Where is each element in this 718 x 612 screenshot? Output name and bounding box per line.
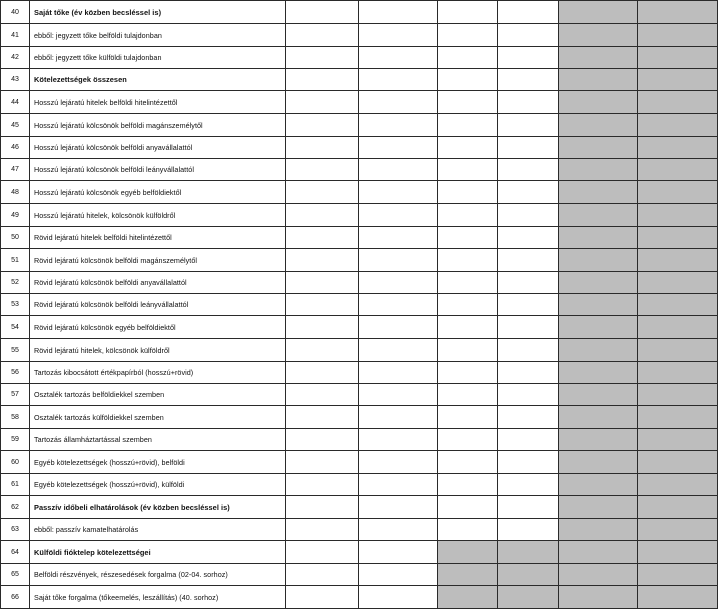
row-label: Osztalék tartozás belföldiekkel szemben	[30, 384, 286, 406]
table-row	[1, 384, 718, 406]
row-number: 44	[1, 91, 30, 114]
row-label: Kötelezettségek összesen	[30, 69, 286, 91]
value-cell[interactable]	[359, 137, 438, 159]
disabled-cell	[638, 316, 718, 339]
row-number: 65	[1, 564, 30, 586]
table-row	[1, 137, 718, 159]
value-cell[interactable]	[498, 272, 559, 294]
value-cell[interactable]	[498, 474, 559, 496]
row-label: Hosszú lejáratú kölcsönök belföldi magánszemélytől	[30, 114, 286, 137]
value-cell[interactable]	[498, 384, 559, 406]
value-cell[interactable]	[286, 339, 359, 362]
disabled-cell	[638, 227, 718, 249]
value-cell[interactable]	[286, 137, 359, 159]
table-row	[1, 541, 718, 564]
value-cell[interactable]	[498, 137, 559, 159]
value-cell[interactable]	[359, 227, 438, 249]
disabled-cell	[638, 1, 718, 24]
table-row	[1, 1, 718, 24]
value-cell[interactable]	[438, 496, 498, 519]
value-cell[interactable]	[359, 316, 438, 339]
value-cell[interactable]	[286, 519, 359, 541]
value-cell[interactable]	[498, 227, 559, 249]
value-cell[interactable]	[438, 159, 498, 181]
value-cell[interactable]	[438, 227, 498, 249]
value-cell[interactable]	[498, 339, 559, 362]
value-cell[interactable]	[498, 114, 559, 137]
disabled-cell	[638, 159, 718, 181]
value-cell[interactable]	[438, 69, 498, 91]
value-cell[interactable]	[359, 496, 438, 519]
disabled-cell	[498, 586, 559, 609]
value-cell[interactable]	[359, 474, 438, 496]
value-cell[interactable]	[498, 496, 559, 519]
table-row	[1, 519, 718, 541]
row-number: 60	[1, 451, 30, 474]
row-number: 41	[1, 24, 30, 47]
value-cell[interactable]	[286, 474, 359, 496]
table-row	[1, 474, 718, 496]
value-cell[interactable]	[438, 362, 498, 384]
disabled-cell	[638, 137, 718, 159]
row-number: 53	[1, 294, 30, 316]
row-label: Passzív időbeli elhatárolások (év közben becsléssel is)	[30, 496, 286, 519]
table-row	[1, 406, 718, 429]
value-cell[interactable]	[286, 249, 359, 272]
table-row	[1, 91, 718, 114]
value-cell[interactable]	[359, 564, 438, 586]
table-row	[1, 294, 718, 316]
disabled-cell	[559, 91, 638, 114]
disabled-cell	[638, 429, 718, 451]
table-row	[1, 362, 718, 384]
disabled-cell	[638, 541, 718, 564]
value-cell[interactable]	[359, 249, 438, 272]
disabled-cell	[559, 496, 638, 519]
disabled-cell	[559, 272, 638, 294]
value-cell[interactable]	[498, 362, 559, 384]
value-cell[interactable]	[498, 204, 559, 227]
disabled-cell	[559, 69, 638, 91]
row-label: Tartozás kibocsátott értékpapírból (hosszú+rövid)	[30, 362, 286, 384]
value-cell[interactable]	[359, 181, 438, 204]
value-cell[interactable]	[498, 316, 559, 339]
disabled-cell	[638, 451, 718, 474]
value-cell[interactable]	[286, 272, 359, 294]
value-cell[interactable]	[359, 47, 438, 69]
row-number: 50	[1, 227, 30, 249]
value-cell[interactable]	[498, 69, 559, 91]
value-cell[interactable]	[359, 24, 438, 47]
value-cell[interactable]	[438, 114, 498, 137]
value-cell[interactable]	[498, 294, 559, 316]
disabled-cell	[638, 362, 718, 384]
row-label: ebből: jegyzett tőke külföldi tulajdonban	[30, 47, 286, 69]
value-cell[interactable]	[359, 91, 438, 114]
value-cell[interactable]	[286, 586, 359, 609]
value-cell[interactable]	[438, 316, 498, 339]
disabled-cell	[638, 69, 718, 91]
value-cell[interactable]	[498, 451, 559, 474]
disabled-cell	[438, 586, 498, 609]
value-cell[interactable]	[438, 474, 498, 496]
value-cell[interactable]	[359, 519, 438, 541]
value-cell[interactable]	[286, 294, 359, 316]
row-number: 51	[1, 249, 30, 272]
row-label: Rövid lejáratú kölcsönök belföldi anyavállalattól	[30, 272, 286, 294]
value-cell[interactable]	[438, 204, 498, 227]
row-label: Belföldi részvények, részesedések forgalma (02-04. sorhoz)	[30, 564, 286, 586]
disabled-cell	[638, 204, 718, 227]
row-number: 56	[1, 362, 30, 384]
value-cell[interactable]	[286, 541, 359, 564]
value-cell[interactable]	[286, 227, 359, 249]
row-label: Hosszú lejáratú kölcsönök belföldi leányvállalattól	[30, 159, 286, 181]
table-row	[1, 159, 718, 181]
disabled-cell	[559, 406, 638, 429]
disabled-cell	[638, 496, 718, 519]
row-label: Hosszú lejáratú kölcsönök belföldi anyavállalattól	[30, 137, 286, 159]
value-cell[interactable]	[438, 451, 498, 474]
row-number: 62	[1, 496, 30, 519]
value-cell[interactable]	[286, 1, 359, 24]
value-cell[interactable]	[438, 339, 498, 362]
table-row	[1, 272, 718, 294]
row-number: 64	[1, 541, 30, 564]
disabled-cell	[638, 91, 718, 114]
row-label: ebből: passzív kamatelhatárolás	[30, 519, 286, 541]
disabled-cell	[559, 181, 638, 204]
value-cell[interactable]	[286, 406, 359, 429]
table-row	[1, 339, 718, 362]
disabled-cell	[638, 47, 718, 69]
value-cell[interactable]	[286, 564, 359, 586]
value-cell[interactable]	[498, 249, 559, 272]
disabled-cell	[559, 204, 638, 227]
row-label: Rövid lejáratú hitelek, kölcsönök külföldről	[30, 339, 286, 362]
value-cell[interactable]	[438, 1, 498, 24]
disabled-cell	[559, 227, 638, 249]
disabled-cell	[559, 47, 638, 69]
value-cell[interactable]	[286, 451, 359, 474]
value-cell[interactable]	[359, 339, 438, 362]
disabled-cell	[559, 362, 638, 384]
value-cell[interactable]	[498, 47, 559, 69]
disabled-cell	[638, 339, 718, 362]
disabled-cell	[559, 429, 638, 451]
disabled-cell	[638, 384, 718, 406]
row-number: 66	[1, 586, 30, 609]
disabled-cell	[559, 519, 638, 541]
disabled-cell	[559, 24, 638, 47]
disabled-cell	[638, 519, 718, 541]
value-cell[interactable]	[286, 91, 359, 114]
row-label: Rövid lejáratú kölcsönök belföldi magánszemélytől	[30, 249, 286, 272]
table-row	[1, 227, 718, 249]
row-number: 48	[1, 181, 30, 204]
value-cell[interactable]	[498, 429, 559, 451]
value-cell[interactable]	[286, 496, 359, 519]
value-cell[interactable]	[359, 159, 438, 181]
table-row	[1, 249, 718, 272]
disabled-cell	[638, 114, 718, 137]
row-number: 63	[1, 519, 30, 541]
disabled-cell	[638, 564, 718, 586]
disabled-cell	[559, 339, 638, 362]
row-number: 47	[1, 159, 30, 181]
value-cell[interactable]	[359, 451, 438, 474]
value-cell[interactable]	[359, 69, 438, 91]
value-cell[interactable]	[438, 384, 498, 406]
disabled-cell	[638, 586, 718, 609]
row-number: 58	[1, 406, 30, 429]
value-cell[interactable]	[438, 181, 498, 204]
row-number: 46	[1, 137, 30, 159]
value-cell[interactable]	[359, 294, 438, 316]
table-row	[1, 181, 718, 204]
row-label: Tartozás államháztartással szemben	[30, 429, 286, 451]
row-label: Rövid lejáratú hitelek belföldi hitelintézettől	[30, 227, 286, 249]
value-cell[interactable]	[359, 586, 438, 609]
row-label: Egyéb kötelezettségek (hosszú+rövid), külföldi	[30, 474, 286, 496]
value-cell[interactable]	[438, 429, 498, 451]
row-label: Hosszú lejáratú hitelek, kölcsönök külföldről	[30, 204, 286, 227]
value-cell[interactable]	[498, 24, 559, 47]
disabled-cell	[559, 586, 638, 609]
value-cell[interactable]	[286, 316, 359, 339]
disabled-cell	[438, 541, 498, 564]
value-cell[interactable]	[438, 519, 498, 541]
value-cell[interactable]	[359, 362, 438, 384]
value-cell[interactable]	[359, 204, 438, 227]
value-cell[interactable]	[286, 204, 359, 227]
row-number: 40	[1, 1, 30, 24]
row-label: Saját tőke (év közben becsléssel is)	[30, 1, 286, 24]
disabled-cell	[559, 114, 638, 137]
row-label: Hosszú lejáratú kölcsönök egyéb belföldiektől	[30, 181, 286, 204]
table-row	[1, 496, 718, 519]
value-cell[interactable]	[438, 137, 498, 159]
disabled-cell	[559, 1, 638, 24]
value-cell[interactable]	[359, 406, 438, 429]
disabled-cell	[498, 564, 559, 586]
value-cell[interactable]	[359, 384, 438, 406]
row-number: 42	[1, 47, 30, 69]
disabled-cell	[559, 249, 638, 272]
row-label: Külföldi fióktelep kötelezettségei	[30, 541, 286, 564]
table-row	[1, 47, 718, 69]
value-cell[interactable]	[359, 1, 438, 24]
disabled-cell	[559, 294, 638, 316]
value-cell[interactable]	[438, 47, 498, 69]
row-label: Egyéb kötelezettségek (hosszú+rövid), belföldi	[30, 451, 286, 474]
value-cell[interactable]	[286, 47, 359, 69]
row-number: 57	[1, 384, 30, 406]
value-cell[interactable]	[359, 429, 438, 451]
value-cell[interactable]	[498, 181, 559, 204]
row-label: Hosszú lejáratú hitelek belföldi hitelintézettől	[30, 91, 286, 114]
disabled-cell	[559, 137, 638, 159]
disabled-cell	[498, 541, 559, 564]
row-label: Rövid lejáratú kölcsönök egyéb belföldiektől	[30, 316, 286, 339]
value-cell[interactable]	[286, 181, 359, 204]
row-label: ebből: jegyzett tőke belföldi tulajdonban	[30, 24, 286, 47]
value-cell[interactable]	[438, 406, 498, 429]
disabled-cell	[638, 181, 718, 204]
disabled-cell	[638, 249, 718, 272]
disabled-cell	[638, 294, 718, 316]
row-number: 45	[1, 114, 30, 137]
table-row	[1, 586, 718, 609]
value-cell[interactable]	[286, 159, 359, 181]
table-row	[1, 429, 718, 451]
value-cell[interactable]	[438, 294, 498, 316]
row-number: 43	[1, 69, 30, 91]
disabled-cell	[438, 564, 498, 586]
value-cell[interactable]	[286, 362, 359, 384]
disabled-cell	[638, 474, 718, 496]
disabled-cell	[559, 159, 638, 181]
value-cell[interactable]	[438, 272, 498, 294]
value-cell[interactable]	[359, 114, 438, 137]
disabled-cell	[559, 541, 638, 564]
table-row	[1, 316, 718, 339]
disabled-cell	[638, 24, 718, 47]
table-row	[1, 564, 718, 586]
disabled-cell	[559, 316, 638, 339]
value-cell[interactable]	[359, 541, 438, 564]
value-cell[interactable]	[359, 272, 438, 294]
disabled-cell	[638, 272, 718, 294]
value-cell[interactable]	[498, 91, 559, 114]
row-number: 54	[1, 316, 30, 339]
table-row	[1, 24, 718, 47]
row-label: Osztalék tartozás külföldiekkel szemben	[30, 406, 286, 429]
disabled-cell	[559, 451, 638, 474]
value-cell[interactable]	[498, 159, 559, 181]
value-cell[interactable]	[286, 114, 359, 137]
table-row	[1, 451, 718, 474]
value-cell[interactable]	[438, 249, 498, 272]
row-number: 55	[1, 339, 30, 362]
value-cell[interactable]	[438, 91, 498, 114]
row-number: 52	[1, 272, 30, 294]
form-body	[1, 1, 718, 609]
value-cell[interactable]	[286, 429, 359, 451]
value-cell[interactable]	[498, 519, 559, 541]
disabled-cell	[559, 474, 638, 496]
value-cell[interactable]	[286, 384, 359, 406]
row-number: 49	[1, 204, 30, 227]
table-row	[1, 69, 718, 91]
row-number: 61	[1, 474, 30, 496]
disabled-cell	[559, 384, 638, 406]
value-cell[interactable]	[498, 406, 559, 429]
table-row	[1, 114, 718, 137]
row-label: Rövid lejáratú kölcsönök belföldi leányvállalattól	[30, 294, 286, 316]
row-label: Saját tőke forgalma (tőkeemelés, leszállítás) (40. sorhoz)	[30, 586, 286, 609]
value-cell[interactable]	[286, 24, 359, 47]
value-cell[interactable]	[498, 1, 559, 24]
disabled-cell	[638, 406, 718, 429]
row-number: 59	[1, 429, 30, 451]
value-cell[interactable]	[286, 69, 359, 91]
disabled-cell	[559, 564, 638, 586]
value-cell[interactable]	[438, 24, 498, 47]
table-row	[1, 204, 718, 227]
